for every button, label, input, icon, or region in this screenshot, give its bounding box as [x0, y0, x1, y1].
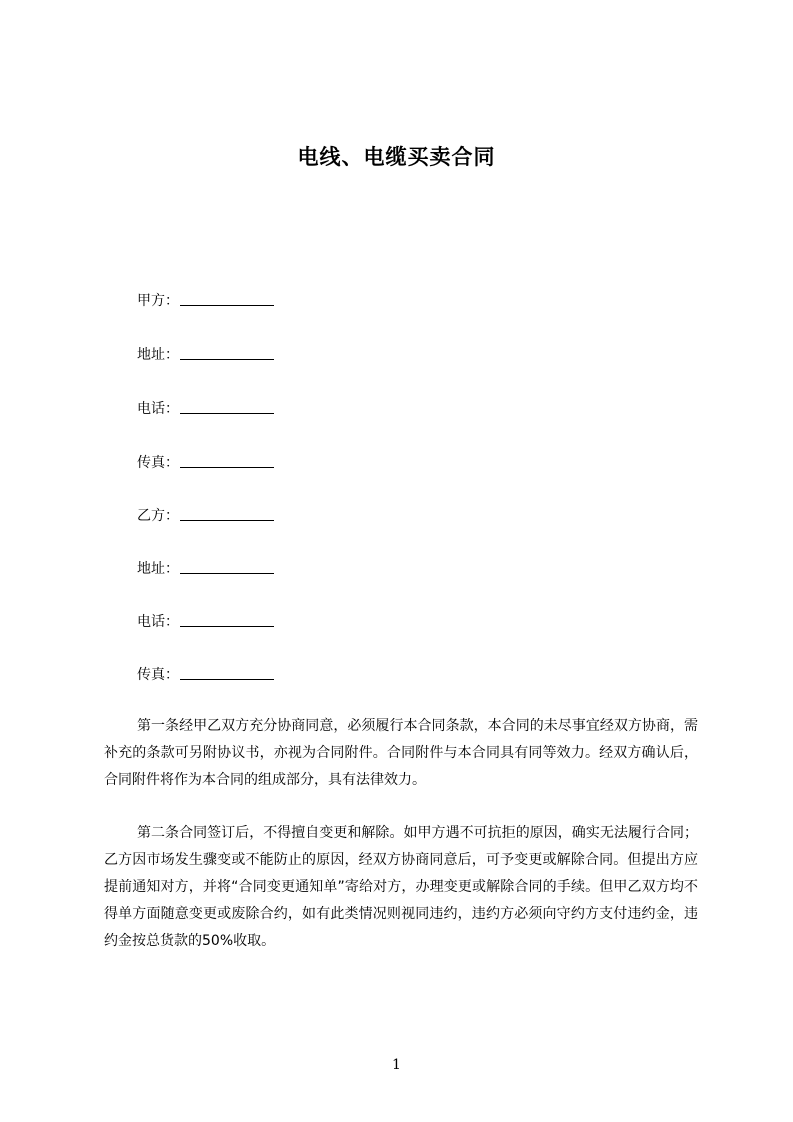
fill-in-blank	[180, 664, 274, 680]
fill-in-blank	[180, 558, 274, 574]
party-b-phone-field	[137, 611, 274, 633]
page-number: 1	[392, 1057, 401, 1073]
field-label: 甲方：	[137, 293, 179, 309]
party-b-fax-field	[137, 664, 274, 686]
party-b-name-field	[137, 505, 274, 527]
field-label: 地址：	[137, 561, 179, 577]
field-label: 地址：	[137, 347, 179, 363]
field-label: 电话：	[137, 401, 179, 417]
party-a-phone-field	[137, 398, 274, 420]
party-a-address-field	[137, 344, 274, 366]
fill-in-blank	[180, 505, 274, 521]
field-label: 传真：	[137, 455, 179, 471]
fill-in-blank	[180, 290, 274, 306]
article-2-paragraph: 第二条合同签订后，不得擅自变更和解除。如甲方遇不可抗拒的原因，确实无法履行合同；乙方因市场发生骤变或不能防止的原因，经双方协商同意后，可予变更或解除合同。但提出方应提前通知对方，并将“合同变更通知单”寄给对方，办理变更或解除合同的手续。但甲乙双方均不得单方面随意变更或废除合约，如有此类情况则视同违约，违约方必须向守约方支付违约金，违约金按总货款的50%收取。	[104, 825, 698, 949]
fill-in-blank	[180, 452, 274, 468]
party-a-fax-field	[137, 452, 274, 474]
fill-in-blank	[180, 344, 274, 360]
fill-in-blank	[180, 611, 274, 627]
document-title: 电线、电缆买卖合同	[297, 145, 496, 169]
field-label: 乙方：	[137, 508, 179, 524]
article-1-paragraph: 第一条经甲乙双方充分协商同意，必须履行本合同条款，本合同的未尽事宜经双方协商，需补充的条款可另附协议书，亦视为合同附件。合同附件与本合同具有同等效力。经双方确认后，合同附件将作为本合同的组成部分，具有法律效力。	[104, 718, 698, 788]
field-label: 电话：	[137, 614, 179, 630]
party-b-address-field	[137, 558, 274, 580]
fill-in-blank	[180, 398, 274, 414]
field-label: 传真：	[137, 667, 179, 683]
party-a-name-field	[137, 290, 274, 312]
